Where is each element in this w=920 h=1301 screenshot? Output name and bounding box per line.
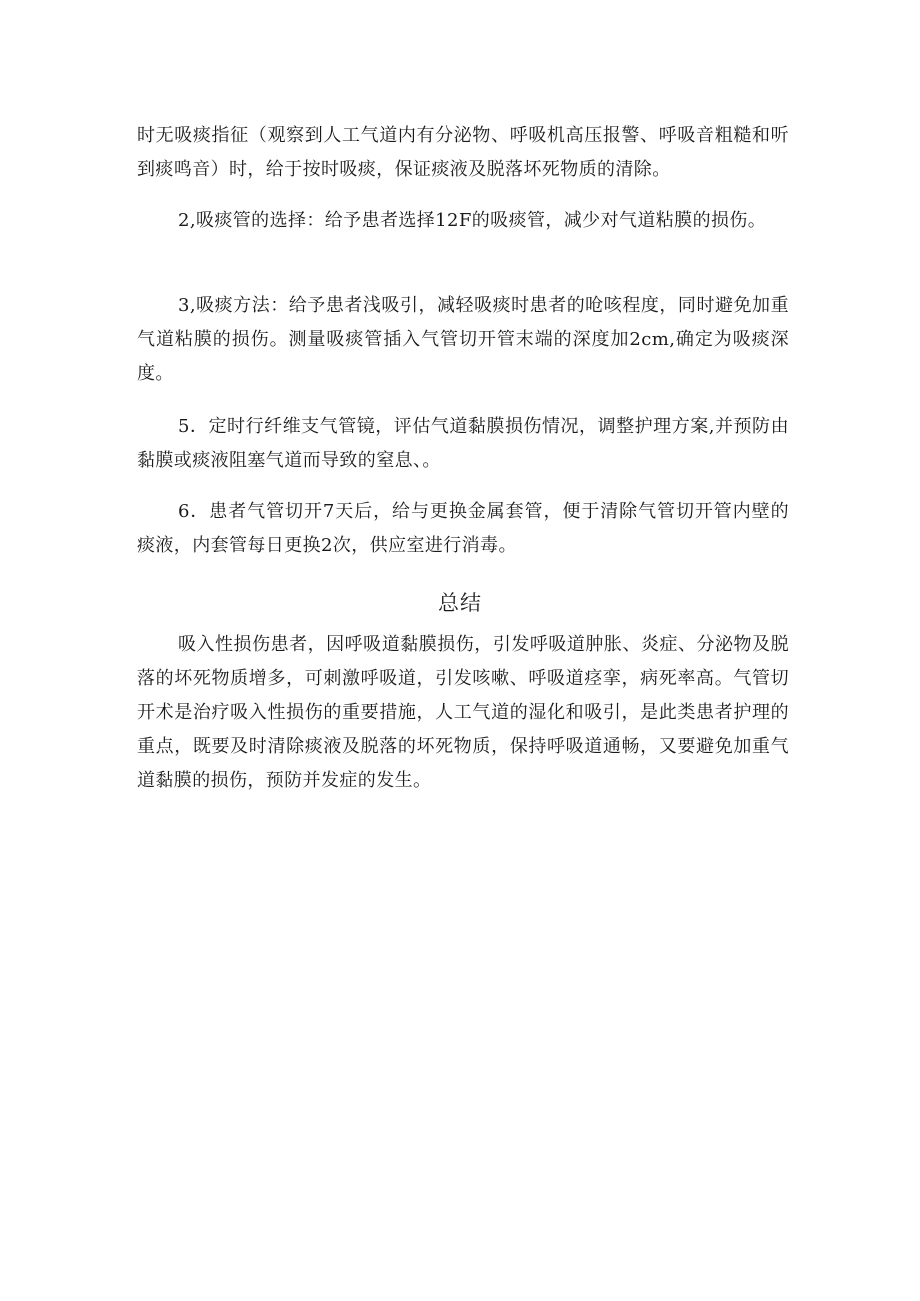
summary-heading: 总结 bbox=[438, 591, 482, 615]
suction-catheter-selection-paragraph: 2,吸痰管的选择：给予患者选择12F的吸痰管，减少对气道粘膜的损伤。 bbox=[178, 210, 767, 231]
summary-paragraph: 吸入性损伤患者，因呼吸道黏膜损伤，引发呼吸道肿胀、炎症、分泌物及脱落的坏死物质增多，可刺激呼吸道，引发咳嗽、呼吸道痉挛，病死率高。气管切开术是治疗吸入性损伤的重要措施，人工气道的湿化和吸引，是此类患者护理的重点，既要及时清除痰液及脱落的坏死物质，保持呼吸道通畅，又要避免加重气道黏膜的损伤，预防并发症的发生。 bbox=[137, 634, 789, 791]
suction-indication-paragraph: 时无吸痰指征（观察到人工气道内有分泌物、呼吸机高压报警、呼吸音粗糙和听到痰鸣音）时，给于按时吸痰，保证痰液及脱落坏死物质的清除。 bbox=[137, 125, 789, 180]
bronchoscopy-paragraph: 5．定时行纤维支气管镜，评估气道黏膜损伤情况，调整护理方案,并预防由黏膜或痰液阻塞气道而导致的窒息、。 bbox=[137, 416, 789, 471]
suction-method-paragraph: 3,吸痰方法：给予患者浅吸引，减轻吸痰时患者的呛咳程度，同时避免加重气道粘膜的损伤。测量吸痰管插入气管切开管末端的深度加2cm,确定为吸痰深度。 bbox=[137, 295, 789, 384]
metal-cannula-paragraph: 6．患者气管切开7天后，给与更换金属套管，便于清除气管切开管内壁的痰液，内套管每日更换2次，供应室进行消毒。 bbox=[137, 501, 789, 556]
